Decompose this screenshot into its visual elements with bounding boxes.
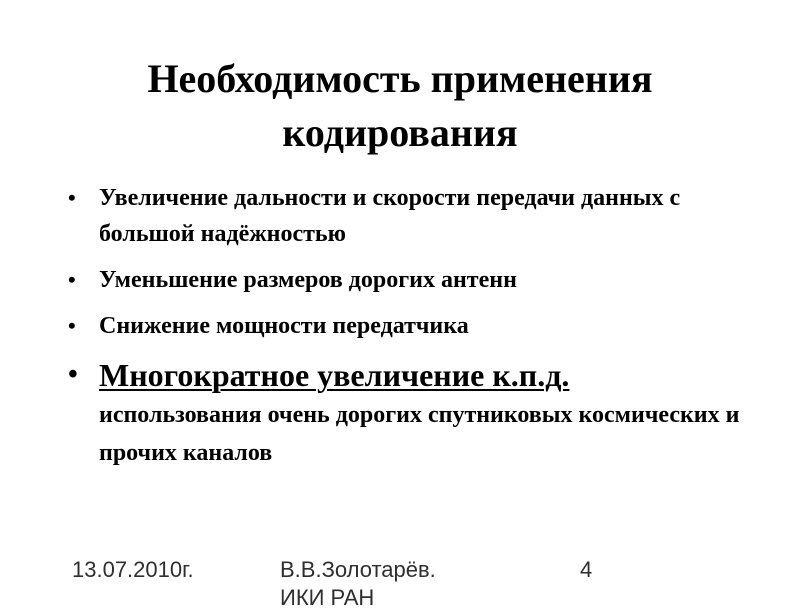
footer-author <box>280 556 436 612</box>
footer-author-name: В.В.Золотарёв. <box>280 557 436 582</box>
slide-title-line-2: кодирования <box>282 110 518 155</box>
bullet-item <box>68 262 748 298</box>
bullet-icon: • <box>68 359 78 390</box>
footer-page-number: 4 <box>580 557 593 582</box>
bullet-icon: • <box>68 185 76 210</box>
footer-author-org: ИКИ РАН <box>280 585 375 610</box>
bullet-item <box>68 308 748 344</box>
bullet-list <box>68 180 748 482</box>
slide-title <box>60 52 740 160</box>
slide-title-line-1: Необходимость применения <box>147 56 653 101</box>
emphasis-detail: использования очень дорогих спутниковых космических и прочих каналов <box>99 402 740 466</box>
bullet-icon: • <box>68 267 76 292</box>
bullet-icon: • <box>68 313 76 338</box>
bullet-text: Увеличение дальности и скорости передачи данных с большой надёжностью <box>99 185 681 247</box>
emphasis-heading: Многократное увеличение к.п.д. <box>99 357 570 393</box>
bullet-text: Уменьшение размеров дорогих антенн <box>99 267 517 293</box>
bullet-item-emphasis <box>68 354 748 472</box>
bullet-item <box>68 180 748 252</box>
bullet-text: Снижение мощности передатчика <box>99 313 469 339</box>
footer-date: 13.07.2010г. <box>72 557 194 582</box>
